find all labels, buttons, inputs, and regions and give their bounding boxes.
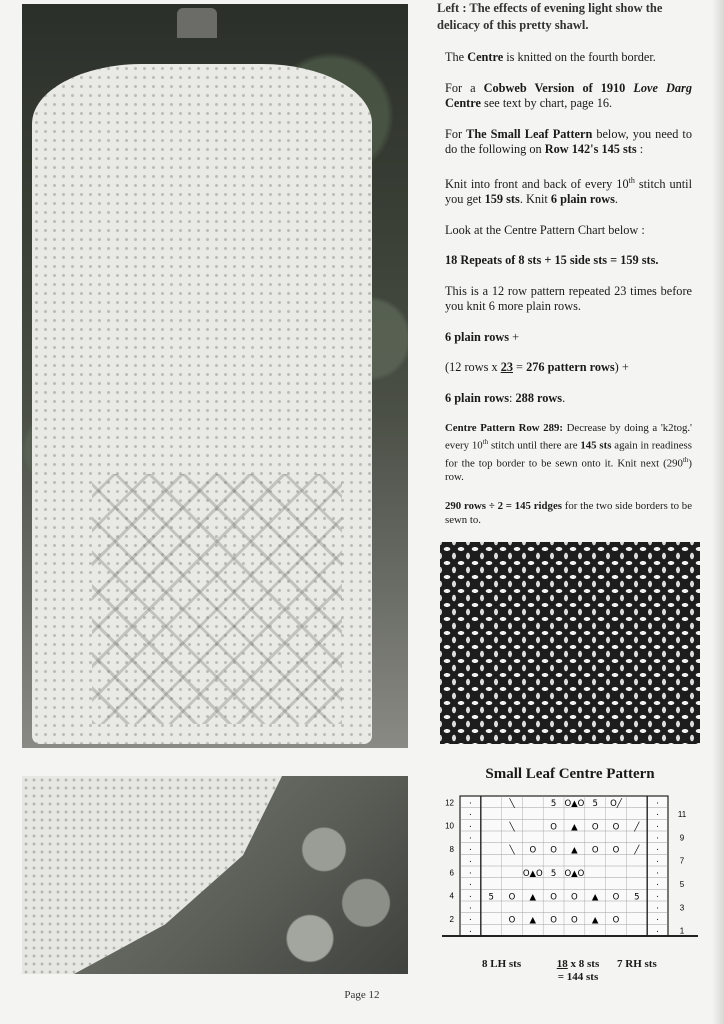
chart-symbol: O bbox=[612, 822, 620, 833]
chart-symbol: · bbox=[656, 868, 659, 879]
chart-symbol: 5 bbox=[634, 892, 640, 903]
chart-symbol: 5 bbox=[488, 892, 494, 903]
shawl-edge-garden-photo bbox=[22, 776, 408, 974]
chart-symbol: · bbox=[469, 927, 472, 938]
chart-symbol: 5 bbox=[592, 798, 598, 809]
chart-right-row-label: 1 bbox=[679, 926, 685, 936]
chart-symbol: · bbox=[469, 868, 472, 879]
chart-symbol: ▲ bbox=[591, 892, 599, 903]
chart-symbol: · bbox=[469, 822, 472, 833]
chart-symbol: · bbox=[469, 833, 472, 844]
para-small-leaf: For The Small Leaf Pattern below, you need to do the following on Row 142's 145 sts : bbox=[445, 126, 692, 156]
chart-symbol: ╲ bbox=[509, 822, 515, 833]
chart-symbol: · bbox=[656, 798, 659, 809]
chart-symbol: · bbox=[469, 798, 472, 809]
chart-symbol: · bbox=[469, 857, 472, 868]
chart-foot-left: 8 LH sts bbox=[482, 958, 522, 970]
chart-foot-mid-repeat: 18 bbox=[556, 958, 568, 970]
chart-symbol: O bbox=[508, 892, 516, 903]
chart-left-row-label: 12 bbox=[445, 798, 454, 808]
chart-symbol: ▲ bbox=[571, 822, 578, 833]
chart-foot-right: 7 RH sts bbox=[617, 958, 657, 970]
chart-symbol: · bbox=[656, 880, 659, 891]
chart-symbol: ▲ bbox=[571, 845, 578, 856]
chart-symbol: O▲O bbox=[564, 798, 585, 809]
chart-symbol: · bbox=[656, 915, 659, 926]
chart-symbol: O bbox=[612, 845, 620, 856]
chart-symbol: · bbox=[469, 892, 472, 903]
para-plain-rows-total: 6 plain rows: 288 rows. bbox=[445, 390, 566, 405]
chart-symbol: O bbox=[508, 915, 516, 926]
para-pattern-rows: This is a 12 row pattern repeated 23 times before you knit 6 more plain rows. bbox=[445, 283, 692, 314]
chart-symbol: · bbox=[469, 903, 472, 914]
chart-symbol: O bbox=[591, 845, 599, 856]
para-look-chart: Look at the Centre Pattern Chart below : bbox=[445, 222, 645, 237]
para-centre: The Centre is knitted on the fourth border. bbox=[445, 50, 656, 64]
chart-right-row-label: 7 bbox=[679, 856, 685, 866]
para-repeats: 18 Repeats of 8 sts + 15 side sts = 159 sts. bbox=[445, 253, 659, 268]
chart-right-row-label: 11 bbox=[677, 810, 687, 819]
chart-symbol: O bbox=[550, 915, 557, 926]
shawl-on-mannequin-photo bbox=[22, 4, 408, 748]
para-ridges: 290 rows ÷ 2 = 145 ridges for the two side borders to be sewn to. bbox=[445, 500, 692, 527]
chart-symbol: · bbox=[469, 810, 472, 821]
chart-symbol: 5 bbox=[550, 798, 557, 809]
small-leaf-chart-grid bbox=[442, 792, 698, 942]
mannequin-stand bbox=[177, 8, 217, 38]
chart-right-row-label: 3 bbox=[679, 903, 685, 913]
chart-symbol: ▲ bbox=[591, 915, 599, 926]
chart-symbol: · bbox=[469, 845, 472, 856]
chart-left-row-label: 2 bbox=[449, 915, 454, 924]
chart-symbol: O bbox=[529, 845, 537, 856]
shawl-edge-lace bbox=[22, 776, 282, 974]
chart-symbol: · bbox=[656, 927, 659, 938]
chart-symbol: · bbox=[656, 845, 659, 856]
chart-symbol: O bbox=[550, 845, 557, 856]
chart-symbol: O▲O bbox=[522, 868, 543, 879]
chart-left-row-label: 4 bbox=[449, 891, 454, 901]
chart-symbol: O bbox=[591, 822, 599, 833]
chart-foot-mid-total: = 144 sts bbox=[557, 971, 599, 983]
chart-symbol: · bbox=[656, 857, 659, 868]
small-leaf-swatch-photo bbox=[440, 542, 700, 744]
chart-symbol: ╲ bbox=[509, 845, 515, 856]
chart-symbol: · bbox=[656, 810, 659, 821]
chart-foot-mid-sts: x 8 sts bbox=[567, 958, 600, 970]
page-number: Page 12 bbox=[344, 989, 380, 1001]
chart-symbol: O bbox=[571, 892, 578, 903]
chart-symbol: ▲ bbox=[529, 892, 537, 903]
chart-symbol: ╱ bbox=[634, 845, 640, 856]
chart-symbol: · bbox=[656, 903, 659, 914]
chart-symbol: ╲ bbox=[509, 798, 515, 809]
para-row-289: Centre Pattern Row 289: Decrease by doing a 'k2tog.' every 10th stitch until there are 145 sts again in readiness for the top border to be sewn onto it. Knit next (290th) row. bbox=[445, 422, 693, 484]
chart-left-row-label: 8 bbox=[449, 845, 454, 854]
plant-leaves bbox=[268, 796, 408, 974]
chart-left-row-label: 6 bbox=[449, 868, 454, 878]
chart-right-row-label: 5 bbox=[679, 880, 685, 889]
chart-right-row-label: 9 bbox=[679, 833, 685, 843]
para-cobweb: For a Cobweb Version of 1910 Love Darg Centre see text by chart, page 16. bbox=[445, 80, 692, 110]
chart-symbol: · bbox=[656, 822, 659, 833]
para-plain-rows-1: 6 plain rows + bbox=[445, 329, 520, 344]
chart-symbol: O bbox=[612, 915, 620, 926]
chart-symbol: O╱ bbox=[610, 798, 622, 809]
chart-foot-mid bbox=[548, 958, 608, 984]
chart-symbol: O bbox=[612, 892, 620, 903]
chart-symbol: ╱ bbox=[634, 822, 640, 833]
instructions-text bbox=[445, 50, 692, 542]
para-increase: Knit into front and back of every 10th stitch until you get 159 sts. Knit 6 plain rows. bbox=[445, 175, 692, 207]
page-binding-edge bbox=[712, 0, 724, 1024]
chart-symbol: O▲O bbox=[564, 868, 585, 879]
photo-caption: Left : The effects of evening light show the delicacy of this pretty shawl. bbox=[437, 1, 663, 32]
chart-title: Small Leaf Centre Pattern bbox=[485, 766, 655, 782]
chart-symbol: O bbox=[571, 915, 578, 926]
chart-symbol: O bbox=[550, 822, 557, 833]
chart-symbol: O bbox=[550, 892, 557, 903]
chart-left-row-label: 10 bbox=[445, 821, 454, 831]
chart-symbol: · bbox=[656, 833, 659, 844]
chart-symbol: 5 bbox=[550, 868, 557, 879]
chart-symbol: · bbox=[656, 892, 659, 903]
chart-symbol: · bbox=[469, 915, 472, 926]
para-rows-calc: (12 rows x 23 = 276 pattern rows) + bbox=[445, 360, 629, 375]
chart-symbol: · bbox=[469, 880, 472, 891]
chart-symbol: ▲ bbox=[529, 915, 537, 926]
shawl-border-band bbox=[92, 474, 342, 724]
